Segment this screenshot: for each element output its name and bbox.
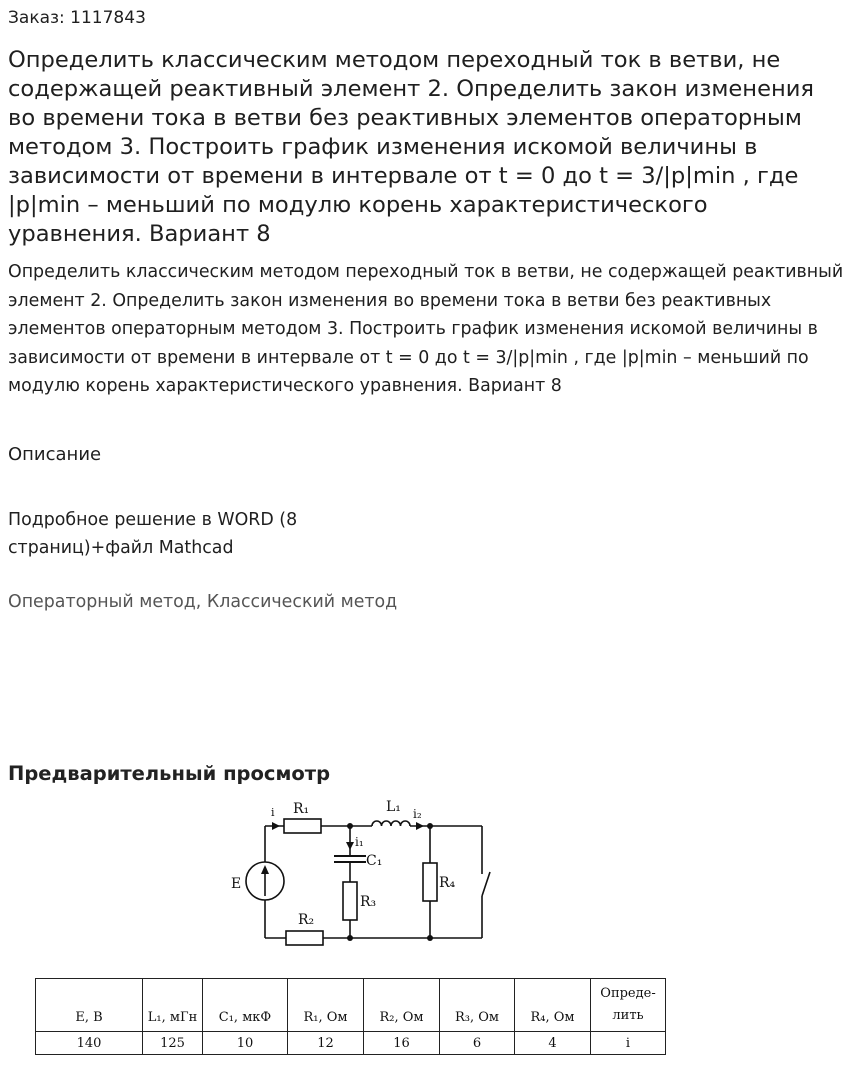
table-header-cell: C₁, мкФ [203, 979, 288, 1032]
table-header-cell: L₁, мГн [143, 979, 203, 1032]
label-i2: i₂ [413, 807, 422, 821]
table-cell: 4 [515, 1032, 591, 1055]
current-arrow-i1 [346, 842, 354, 850]
table-header-line: Опреде- [600, 986, 656, 1001]
table-header-row [36, 979, 666, 1032]
label-l1: L₁ [386, 799, 401, 815]
table-header-cell: E, В [36, 979, 143, 1032]
table-cell: 10 [203, 1032, 288, 1055]
circuit-diagram [0, 790, 847, 960]
capacitor-c1 [334, 856, 366, 862]
table-cell: 16 [364, 1032, 440, 1055]
resistor-r4 [423, 863, 437, 901]
table-cell: 6 [440, 1032, 515, 1055]
label-r2: R₂ [298, 912, 315, 928]
label-r3: R₃ [360, 894, 377, 910]
voltage-source-e [246, 862, 284, 900]
label-e: E [231, 876, 242, 892]
current-arrow-i2 [416, 822, 424, 830]
table-cell: 12 [288, 1032, 364, 1055]
order-number: Заказ: 1117843 [8, 8, 146, 28]
table-header-cell: R₃, Ом [440, 979, 515, 1032]
table-header-line: лить [612, 1008, 644, 1023]
description-text: Подробное решение в WORD (8 страниц)+файл Mathcad [8, 510, 298, 558]
table-header-cell [591, 979, 666, 1032]
table-header-cell: R₄, Ом [515, 979, 591, 1032]
preview-heading: Предварительный просмотр [8, 762, 331, 785]
label-r4: R₄ [439, 875, 456, 891]
tags-links[interactable]: Операторный метод, Классический метод [8, 592, 398, 612]
resistor-r1 [284, 819, 321, 833]
table-cell: 125 [143, 1032, 203, 1055]
table-header-cell: R₁, Ом [288, 979, 364, 1032]
label-r1: R₁ [293, 801, 310, 817]
table-cell: 140 [36, 1032, 143, 1055]
label-i: i [271, 806, 275, 819]
label-i1: i₁ [355, 835, 364, 849]
label-c1: C₁ [366, 853, 383, 869]
table-cell: i [591, 1032, 666, 1055]
inductor-l1 [372, 821, 410, 826]
current-arrow-i [272, 822, 280, 830]
table-header-cell: R₂, Ом [364, 979, 440, 1032]
resistor-r3 [343, 882, 357, 920]
description-heading: Описание [8, 444, 102, 465]
resistor-r2 [286, 931, 323, 945]
task-text: Определить классическим методом переходный ток в ветви, не содержащей реактивный элемент 2. Определить закон изменения во времени тока в ветви без реактивных элементов операторным методом 3. Построить график изменения искомой величины в зависимости от времени в интервале от t = 0 до t = 3/|p|min , где |p|min – меньший по модулю корень характеристического уравнения. Вариант 8 [8, 262, 844, 396]
parameters-table [35, 978, 666, 1055]
page-title: Определить классическим методом переходный ток в ветви, не содержащей реактивный элемент 2. Определить закон изменения во времени тока в ветви без реактивных элементов операторным методом 3. Построить график изменения искомой величины в зависимости от времени в интервале от t = 0 до t = 3/|p|min , где |p|min – меньший по модулю корень характеристического уравнения. Вариант 8 [8, 47, 815, 247]
table-row [36, 1032, 666, 1055]
